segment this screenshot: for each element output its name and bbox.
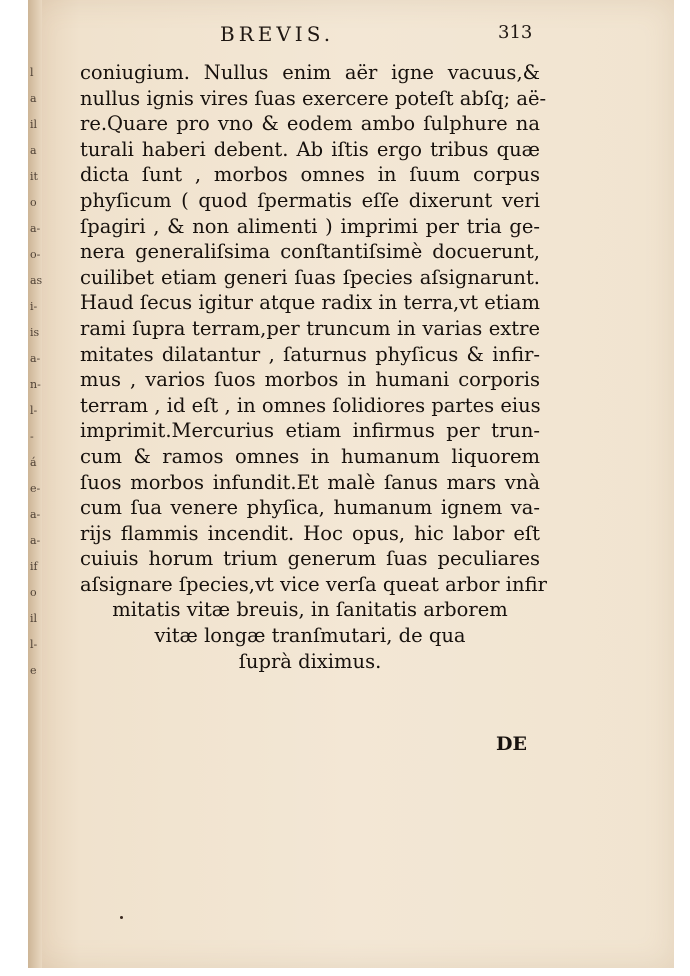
page-header xyxy=(28,22,674,48)
text-line: rami ſupra terram,per truncum in varias extre xyxy=(80,316,540,340)
text-line: cuilibet etiam generi ſuas ſpecies aſsignarunt. xyxy=(80,265,540,289)
text-line: re.Quare pro vno & eodem ambo ſulphure na xyxy=(80,112,540,136)
bleed-fragment: i- xyxy=(30,300,38,313)
bleed-fragment: - xyxy=(30,430,34,443)
bleed-fragment: il xyxy=(30,118,38,131)
bleed-fragment: e xyxy=(30,664,37,677)
bleed-fragment: a xyxy=(30,144,37,157)
text-line: nera generaliſsima conſtantiſsimè docuerunt, xyxy=(80,240,540,264)
text-line: ſuos morbos infundit.Et malè ſanus mars vnà xyxy=(80,470,540,494)
text-line: mitates dilatantur , ſaturnus phyſicus & infir- xyxy=(80,342,540,366)
bleed-fragment: o xyxy=(30,196,37,209)
text-line: rijs flammis incendit. Hoc opus, hic labor eſt xyxy=(80,521,540,545)
closing-line: vitæ longæ tranſmutari, de qua xyxy=(154,624,466,648)
text-line: imprimit.Mercurius etiam infirmus per trun- xyxy=(80,419,540,443)
closing-line: mitatis vitæ breuis, in ſanitatis arborem xyxy=(112,598,508,622)
text-line: Haud ſecus igitur atque radix in terra,vt etiam xyxy=(80,291,540,315)
bleed-fragment: a- xyxy=(30,508,41,521)
bleed-fragment: a- xyxy=(30,222,41,235)
bleed-fragment: e- xyxy=(30,482,41,495)
ink-speck xyxy=(120,916,123,919)
text-line: cum ſua venere phyſica, humanum ignem va- xyxy=(80,496,540,520)
text-line: turali haberi debent. Ab iſtis ergo tribus quæ xyxy=(80,137,540,161)
bleed-fragment: l- xyxy=(30,404,38,417)
running-title: BREVIS. xyxy=(220,22,335,46)
bleed-fragment: a- xyxy=(30,352,41,365)
bleed-fragment: n- xyxy=(30,378,41,391)
bleed-fragment: o- xyxy=(30,248,41,261)
closing-line: ſuprà diximus. xyxy=(238,649,382,673)
text-line: dicta ſunt , morbos omnes in ſuum corpus xyxy=(80,163,540,187)
body-text xyxy=(80,60,547,674)
catchword: DE xyxy=(496,733,527,755)
text-line: terram , id eſt , in omnes ſolidiores partes eius xyxy=(80,393,541,417)
bleed-fragment: a- xyxy=(30,534,41,547)
text-line: cum & ramos omnes in humanum liquorem xyxy=(80,444,540,468)
text-line: phyſicum ( quod ſpermatis eſſe dixerunt veri xyxy=(80,188,540,212)
bleed-fragment: a xyxy=(30,92,37,105)
bleed-fragment: il xyxy=(30,612,38,625)
bleed-fragment: á xyxy=(30,456,37,469)
text-line: cuiuis horum trium generum ſuas peculiares xyxy=(80,547,540,571)
book-page xyxy=(28,0,674,968)
text-line: aſsignare ſpecies,vt vice verſa queat arbor infir xyxy=(80,572,547,596)
bleed-fragment: o xyxy=(30,586,37,599)
bleed-fragment: it xyxy=(30,170,38,183)
text-line: ſpagiri , & non alimenti ) imprimi per tria ge- xyxy=(80,214,540,238)
bleed-fragment: l xyxy=(30,66,34,79)
bleed-fragment: as xyxy=(30,274,43,287)
text-line: mus , varios ſuos morbos in humani corporis xyxy=(80,368,540,392)
page-number: 313 xyxy=(498,22,533,43)
facing-page-bleed-through xyxy=(30,60,42,684)
bleed-fragment: is xyxy=(30,326,40,339)
bleed-fragment: if xyxy=(30,560,38,573)
bleed-fragment: l- xyxy=(30,638,38,651)
text-line: coniugium. Nullus enim aër igne vacuus,& xyxy=(80,61,540,84)
text-line: nullus ignis vires ſuas exercere poteſt abſq; aë- xyxy=(80,86,547,110)
